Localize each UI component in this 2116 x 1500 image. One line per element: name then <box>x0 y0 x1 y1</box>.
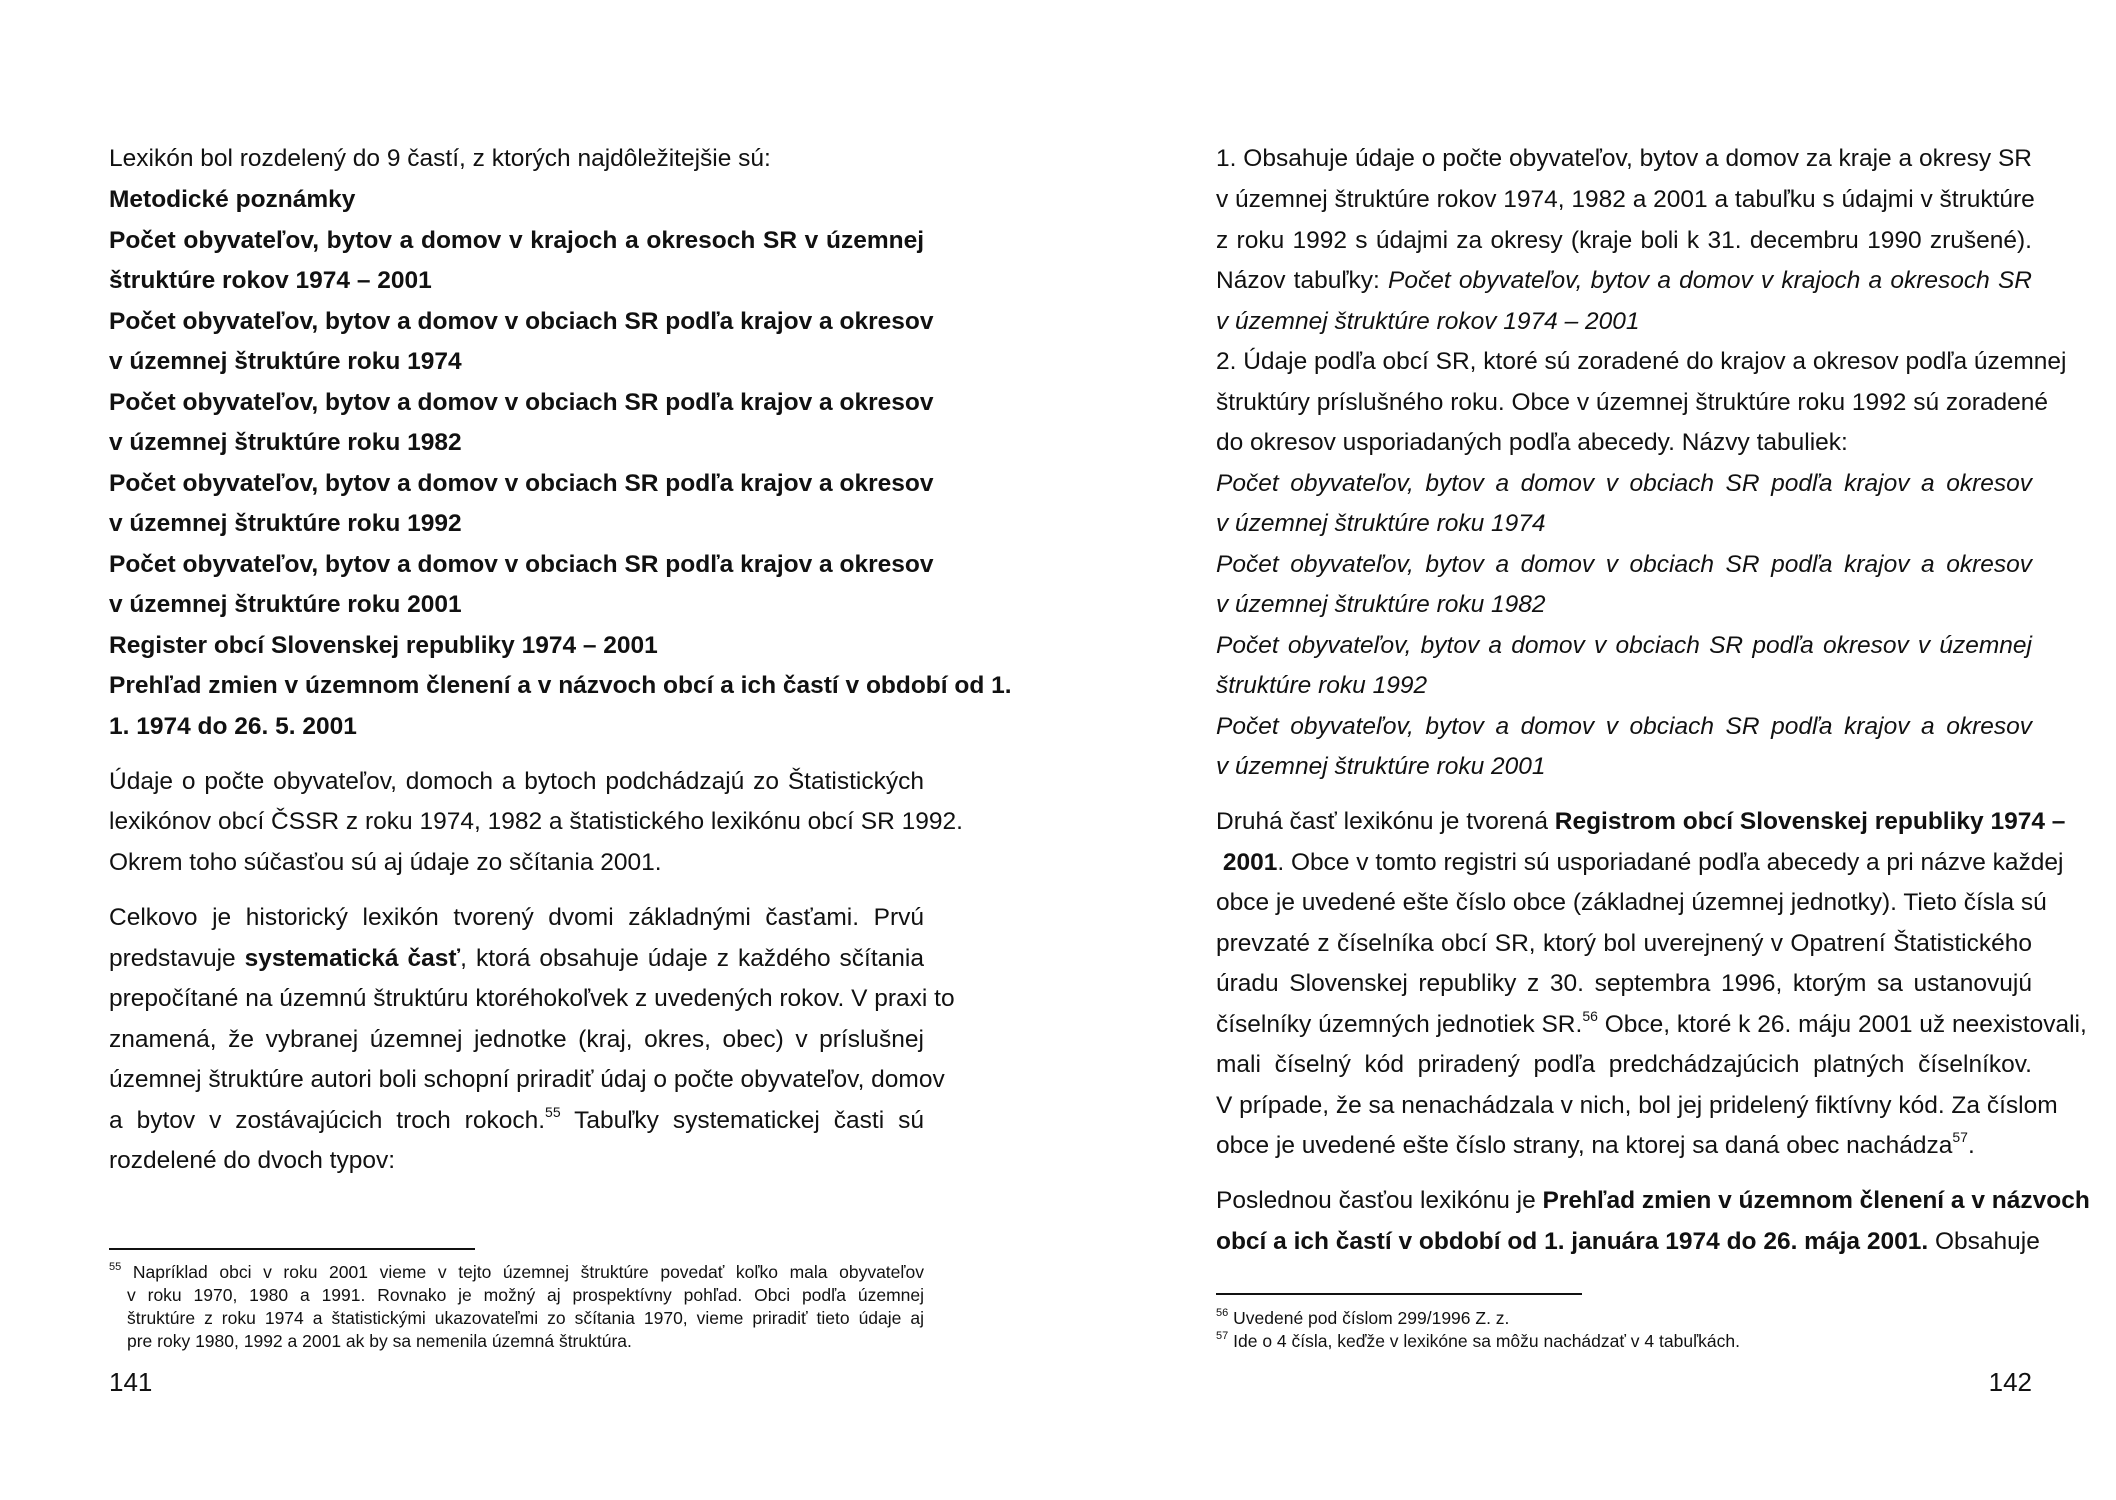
table-title-line: v územnej štruktúre roku 1982 <box>1216 591 1546 618</box>
paragraph-line: 2001. Obce v tomto registri sú usporiadané podľa abecedy a pri názve každej <box>1222 849 2064 876</box>
paragraph-line: v územnej štruktúre rokov 1974, 1982 a 2001 a tabuľku s údajmi v štruktúre <box>1216 186 2035 213</box>
table-title: Počet obyvateľov, bytov a domov v krajoch a okresoch SR <box>1387 267 2032 294</box>
table-title-line: Počet obyvateľov, bytov a domov v obciach SR podľa krajov a okresov <box>1216 713 2032 740</box>
paragraph-line: Poslednou časťou lexikónu je Prehľad zmien v územnom členení a v názvoch <box>1216 1187 2090 1214</box>
heading-line: Počet obyvateľov, bytov a domov v obciach SR podľa krajov a okresov <box>109 308 934 335</box>
left-page <box>109 0 1012 1500</box>
paragraph-line: znamená, že vybranej územnej jednotke (kraj, okres, obec) v príslušnej <box>109 1026 924 1053</box>
footnote-divider <box>109 1248 475 1250</box>
bold-term: obcí a ich častí v období od 1. januára 1974 do 26. mája 2001. <box>1216 1228 1929 1255</box>
table-title-line: v územnej štruktúre roku 1974 <box>1216 510 1546 537</box>
footnote-marker: 57 <box>1216 1330 1229 1343</box>
paragraph-line: Údaje o počte obyvateľov, domoch a bytoch podchádzajú zo Štatistických <box>109 768 924 795</box>
bold-term: 2001 <box>1222 849 1278 876</box>
table-title-line: Počet obyvateľov, bytov a domov v obciach SR podľa okresov v územnej <box>1216 632 2032 659</box>
paragraph-line: 1. Obsahuje údaje o počte obyvateľov, bytov a domov za kraje a okresy SR <box>1216 145 2032 172</box>
footnote-line: v roku 1970, 1980 a 1991. Rovnako je možný aj prospektívny pohľad. Obci podľa územnej <box>127 1285 924 1305</box>
heading-line: Počet obyvateľov, bytov a domov v obciach SR podľa krajov a okresov <box>109 470 934 497</box>
right-page <box>1216 0 2090 1500</box>
page-number: 141 <box>109 1367 153 1397</box>
paragraph-line: do okresov usporiadaných podľa abecedy. Názvy tabuliek: <box>1216 429 1848 456</box>
heading-line: Metodické poznámky <box>109 186 356 213</box>
paragraph-line: V prípade, že sa nenachádzala v nich, bol jej pridelený fiktívny kód. Za číslom <box>1216 1092 2058 1119</box>
paragraph-line: číselníky územných jednotiek SR.$^{56}$ Obce, ktoré k 26. máju 2001 už neexistovali, <box>1216 1007 2087 1038</box>
table-title-line: v územnej štruktúre rokov 1974 – 2001 <box>1216 308 1640 335</box>
footnote-ref[interactable]: 55 <box>545 1103 561 1120</box>
footnote-marker: 56 <box>1216 1307 1229 1320</box>
heading-line: Prehľad zmien v územnom členení a v názvoch obcí a ich častí v období od 1. <box>109 672 1012 699</box>
bold-term: Prehľad zmien v územnom členení a v názvoch <box>1542 1187 2090 1214</box>
paragraph-line: Názov tabuľky: Počet obyvateľov, bytov a domov v krajoch a okresoch SR <box>1216 267 2032 294</box>
page-number: 142 <box>1988 1367 2032 1397</box>
paragraph-line: prepočítané na územnú štruktúru ktoréhokoľvek z uvedených rokov. V praxi to <box>109 985 955 1012</box>
footnote-marker: 55 <box>109 1261 122 1274</box>
heading-line: Počet obyvateľov, bytov a domov v krajoch a okresoch SR v územnej <box>109 227 924 254</box>
paragraph-line: obce je uvedené ešte číslo obce (základnej územnej jednotky). Tieto čísla sú <box>1216 889 2047 916</box>
heading-line: 1. 1974 do 26. 5. 2001 <box>109 713 357 740</box>
table-title-line: Počet obyvateľov, bytov a domov v obciach SR podľa krajov a okresov <box>1216 470 2032 497</box>
footnote-ref[interactable]: 56 <box>1582 1007 1598 1024</box>
heading-line: v územnej štruktúre roku 2001 <box>109 591 462 618</box>
paragraph-line: z roku 1992 s údajmi za okresy (kraje boli k 31. decembru 1990 zrušené). <box>1216 227 2032 254</box>
paragraph-line: rozdelené do dvoch typov: <box>109 1147 396 1174</box>
table-title-line: Počet obyvateľov, bytov a domov v obciach SR podľa krajov a okresov <box>1216 551 2032 578</box>
footnote-line: $^{55}$ Napríklad obci v roku 2001 vieme v tejto územnej štruktúre povedať koľko mala obyvateľov <box>109 1261 924 1282</box>
table-title-line: štruktúre roku 1992 <box>1216 672 1428 699</box>
paragraph-line: 2. Údaje podľa obcí SR, ktoré sú zoradené do krajov a okresov podľa územnej <box>1216 348 2067 375</box>
paragraph-line: lexikónov obcí ČSSR z roku 1974, 1982 a štatistického lexikónu obcí SR 1992. <box>109 808 963 835</box>
bold-term: Registrom obcí Slovenskej republiky 1974 – <box>1554 808 2066 835</box>
paragraph-line: mali číselný kód priradený podľa predchádzajúcich platných číselníkov. <box>1216 1051 2032 1078</box>
heading-line: v územnej štruktúre roku 1992 <box>109 510 462 537</box>
footnote-line: $^{57}$ Ide o 4 čísla, keďže v lexikóne sa môžu nachádzať v 4 tabuľkách. <box>1216 1330 1740 1351</box>
heading-line: Register obcí Slovenskej republiky 1974 – 2001 <box>109 632 658 659</box>
heading-line: v územnej štruktúre roku 1982 <box>109 429 462 456</box>
table-title-line: v územnej štruktúre roku 2001 <box>1216 753 1546 780</box>
paragraph-line: Celkovo je historický lexikón tvorený dvomi základnými časťami. Prvú <box>109 904 924 931</box>
heading-line: Počet obyvateľov, bytov a domov v obciach SR podľa krajov a okresov <box>109 389 934 416</box>
footnote-line: pre roky 1980, 1992 a 2001 ak by sa nemenila územná štruktúra. <box>127 1331 632 1351</box>
paragraph-line: predstavuje systematická časť, ktorá obsahuje údaje z každého sčítania <box>109 945 924 972</box>
footnote-divider <box>1216 1293 1582 1295</box>
footnote-line: štruktúre z roku 1974 a štatistickými ukazovateľmi zo sčítania 1970, vieme priradiť tieto údaje aj <box>127 1308 924 1328</box>
bold-term: systematická časť <box>244 945 461 972</box>
paragraph-line: obcí a ich častí v období od 1. januára 1974 do 26. mája 2001. Obsahuje <box>1216 1228 2040 1255</box>
paragraph-line: štruktúry príslušného roku. Obce v územnej štruktúre roku 1992 sú zoradené <box>1216 389 2049 416</box>
heading-line: štruktúre rokov 1974 – 2001 <box>109 267 432 294</box>
text-line: Lexikón bol rozdelený do 9 častí, z ktorých najdôležitejšie sú: <box>109 145 771 172</box>
paragraph-line: úradu Slovenskej republiky z 30. septembra 1996, ktorým sa ustanovujú <box>1216 970 2032 997</box>
heading-line: v územnej štruktúre roku 1974 <box>109 348 462 375</box>
paragraph-line: a bytov v zostávajúcich troch rokoch.$^{55}$ Tabuľky systematickej časti sú <box>109 1103 924 1134</box>
paragraph-line: Okrem toho súčasťou sú aj údaje zo sčítania 2001. <box>109 849 662 876</box>
paragraph-line: prevzaté z číselníka obcí SR, ktorý bol uverejnený v Opatrení Štatistického <box>1216 930 2032 957</box>
heading-line: Počet obyvateľov, bytov a domov v obciach SR podľa krajov a okresov <box>109 551 934 578</box>
footnote-ref[interactable]: 57 <box>1952 1128 1968 1145</box>
paragraph-line: Druhá časť lexikónu je tvorená Registrom obcí Slovenskej republiky 1974 – <box>1216 808 2066 835</box>
footnote-line: $^{56}$ Uvedené pod číslom 299/1996 Z. z. <box>1216 1307 1510 1328</box>
paragraph-line: obce je uvedené ešte číslo strany, na ktorej sa daná obec nachádza$^{57}$. <box>1216 1128 1975 1159</box>
paragraph-line: územnej štruktúre autori boli schopní priradiť údaj o počte obyvateľov, domov <box>109 1066 945 1093</box>
